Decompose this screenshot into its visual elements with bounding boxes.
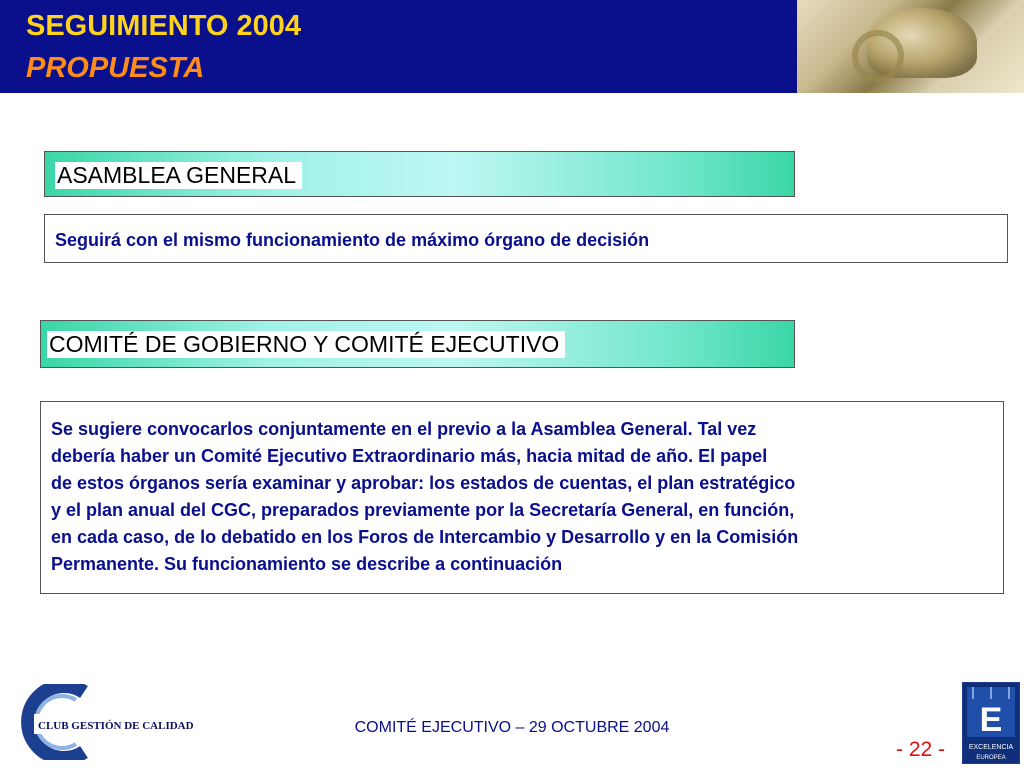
section-heading-label: COMITÉ DE GOBIERNO Y COMITÉ EJECUTIVO [47, 331, 565, 358]
footer-meeting-label: COMITÉ EJECUTIVO – 29 OCTUBRE 2004 [354, 719, 670, 736]
paragraph-line: en cada caso, de lo debatido en los Foros de Intercambio y Desarrollo y en la Comisión [51, 527, 799, 547]
paragraph-line: Se sugiere convocarlos conjuntamente en el previo a la Asamblea General. Tal vez [51, 419, 757, 439]
paragraph-line: debería haber un Comité Ejecutivo Extraordinario más, hacia mitad de año. El papel [51, 446, 768, 466]
section-heading-comite [40, 320, 795, 368]
column-scroll-shape [852, 30, 904, 82]
page-number: - 22 - [896, 738, 946, 761]
excelencia-logo-icon [963, 683, 1019, 763]
header-decorative-image [797, 0, 1024, 93]
section-text: Seguirá con el mismo funcionamiento de máximo órgano de decisión [55, 230, 650, 250]
section-heading-label: ASAMBLEA GENERAL [55, 162, 302, 189]
excelencia-europea-logo [962, 682, 1020, 764]
page-title: SEGUIMIENTO 2004 [26, 10, 302, 42]
page-subtitle: PROPUESTA [26, 52, 205, 84]
section-text-box-asamblea [44, 214, 1008, 263]
header-bar [0, 0, 1024, 93]
section-heading-asamblea [44, 151, 795, 197]
paragraph-line: y el plan anual del CGC, preparados previamente por la Secretaría General, en función, [51, 500, 795, 520]
section-text-box-comite [40, 401, 1004, 594]
paragraph-line: de estos órganos sería examinar y aprobar: los estados de cuentas, el plan estratégico [51, 473, 796, 493]
paragraph [51, 416, 798, 578]
club-logo-text: CLUB GESTIÓN DE CALIDAD [38, 720, 194, 732]
paragraph-line: Permanente. Su funcionamiento se describe a continuación [51, 554, 563, 574]
svg-text:E: E [979, 701, 1003, 739]
excelencia-logo-line1: EXCELENCIA [968, 744, 1014, 751]
excelencia-logo-line2: EUROPEA [976, 755, 1006, 761]
